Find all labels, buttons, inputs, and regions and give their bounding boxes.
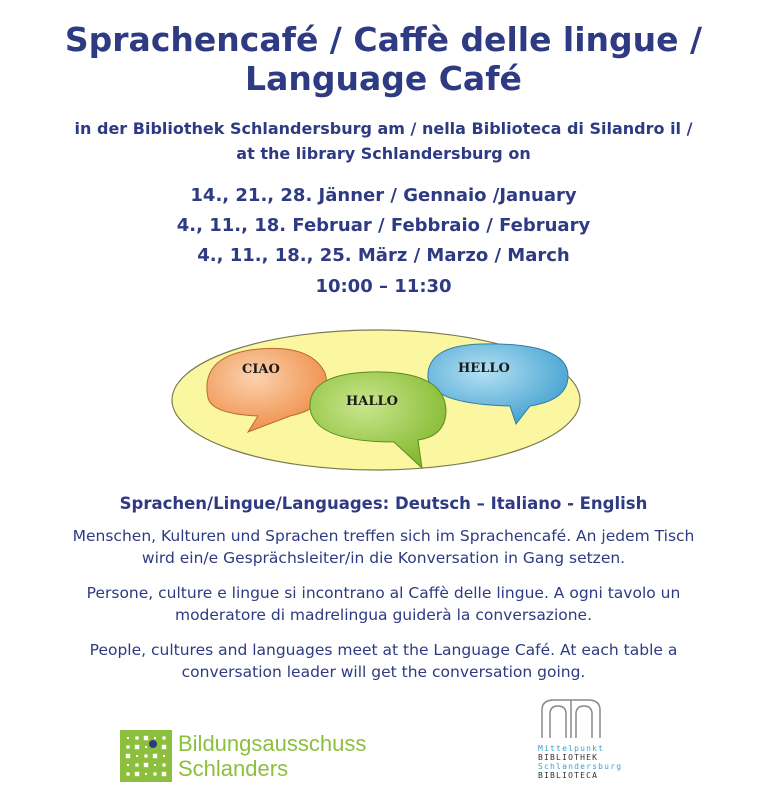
logo-dot (154, 764, 156, 766)
logo-dot (127, 737, 129, 739)
bibliothek-line-4: BIBLIOTECA (538, 771, 599, 780)
subtitle-line-1: in der Bibliothek Schlandersburg am / nella Biblioteca di Silandro il / (74, 119, 693, 138)
logo-dot (135, 772, 139, 776)
logo-dot (136, 755, 138, 757)
logo-dot (144, 754, 147, 757)
speech-bubbles-illustration (170, 328, 582, 474)
date-february: 4., 11., 18. Februar / Febbraio / February (176, 215, 591, 236)
paragraph-it-line-2: moderatore di madrelingua guiderà la conversazione. (174, 606, 593, 624)
logo-dot (162, 745, 166, 749)
logo-dot (154, 737, 156, 739)
bildungsausschuss-logo (120, 729, 367, 784)
bildungsausschuss-mark-icon (120, 730, 172, 782)
logo-dot (162, 763, 165, 766)
bubble-hallo-label: HALLO (346, 394, 398, 409)
logo-dot (126, 745, 129, 748)
subtitle-line-2: at the library Schlandersburg on (236, 144, 531, 163)
arch-building-icon (536, 696, 606, 738)
paragraph-it-line-1: Persone, culture e lingue si incontrano al Caffè delle lingue. A ogni tavolo un (86, 584, 681, 602)
bubble-ciao-label: CIAO (242, 362, 280, 377)
bibliothek-schlandersburg-logo (532, 696, 642, 800)
bildungsausschuss-line-2: Schlanders (178, 756, 289, 781)
logo-dot (145, 773, 147, 775)
bibliothek-line-1: Mittelpunkt (538, 744, 605, 753)
logo-dot (126, 772, 129, 775)
bibliothek-line-2: BIBLIOTHEK (538, 753, 599, 762)
title-line-2: Language Café (245, 59, 522, 98)
paragraph-en-line-2: conversation leader will get the conversation going. (181, 663, 586, 681)
date-march: 4., 11., 18., 25. März / Marzo / March (197, 245, 570, 266)
logo-dot (144, 736, 148, 740)
paragraph-de-line-1: Menschen, Kulturen und Sprachen treffen sich im Sprachencafé. An jedem Tisch (72, 527, 695, 545)
logo-dot (127, 764, 129, 766)
logo-dot (162, 772, 166, 776)
languages-heading: Sprachen/Lingue/Languages: Deutsch – Italiano - English (119, 494, 648, 513)
logo-dot (163, 755, 165, 757)
bibliothek-line-3: Schlandersburg (538, 762, 623, 771)
logo-dot (135, 745, 139, 749)
bubble-hello-label: HELLO (458, 361, 510, 376)
paragraph-en-line-1: People, cultures and languages meet at the Language Café. At each table a (89, 641, 678, 659)
bildungsausschuss-line-1: Bildungsausschuss (178, 731, 367, 756)
logo-dot (126, 754, 130, 758)
date-january: 14., 21., 28. Jänner / Gennaio /January (190, 185, 577, 206)
title-line-1: Sprachencafé / Caffè delle lingue / (64, 20, 703, 59)
logo-dot (153, 772, 156, 775)
logo-dot (162, 736, 165, 739)
logo-dot (153, 754, 157, 758)
paragraph-de-line-2: wird ein/e Gesprächsleiter/in die Konversation in Gang setzen. (141, 549, 626, 567)
logo-dot (135, 763, 138, 766)
logo-dot (144, 763, 148, 767)
logo-dot (135, 736, 138, 739)
logo-dot (145, 746, 147, 748)
event-time: 10:00 – 11:30 (315, 276, 452, 297)
